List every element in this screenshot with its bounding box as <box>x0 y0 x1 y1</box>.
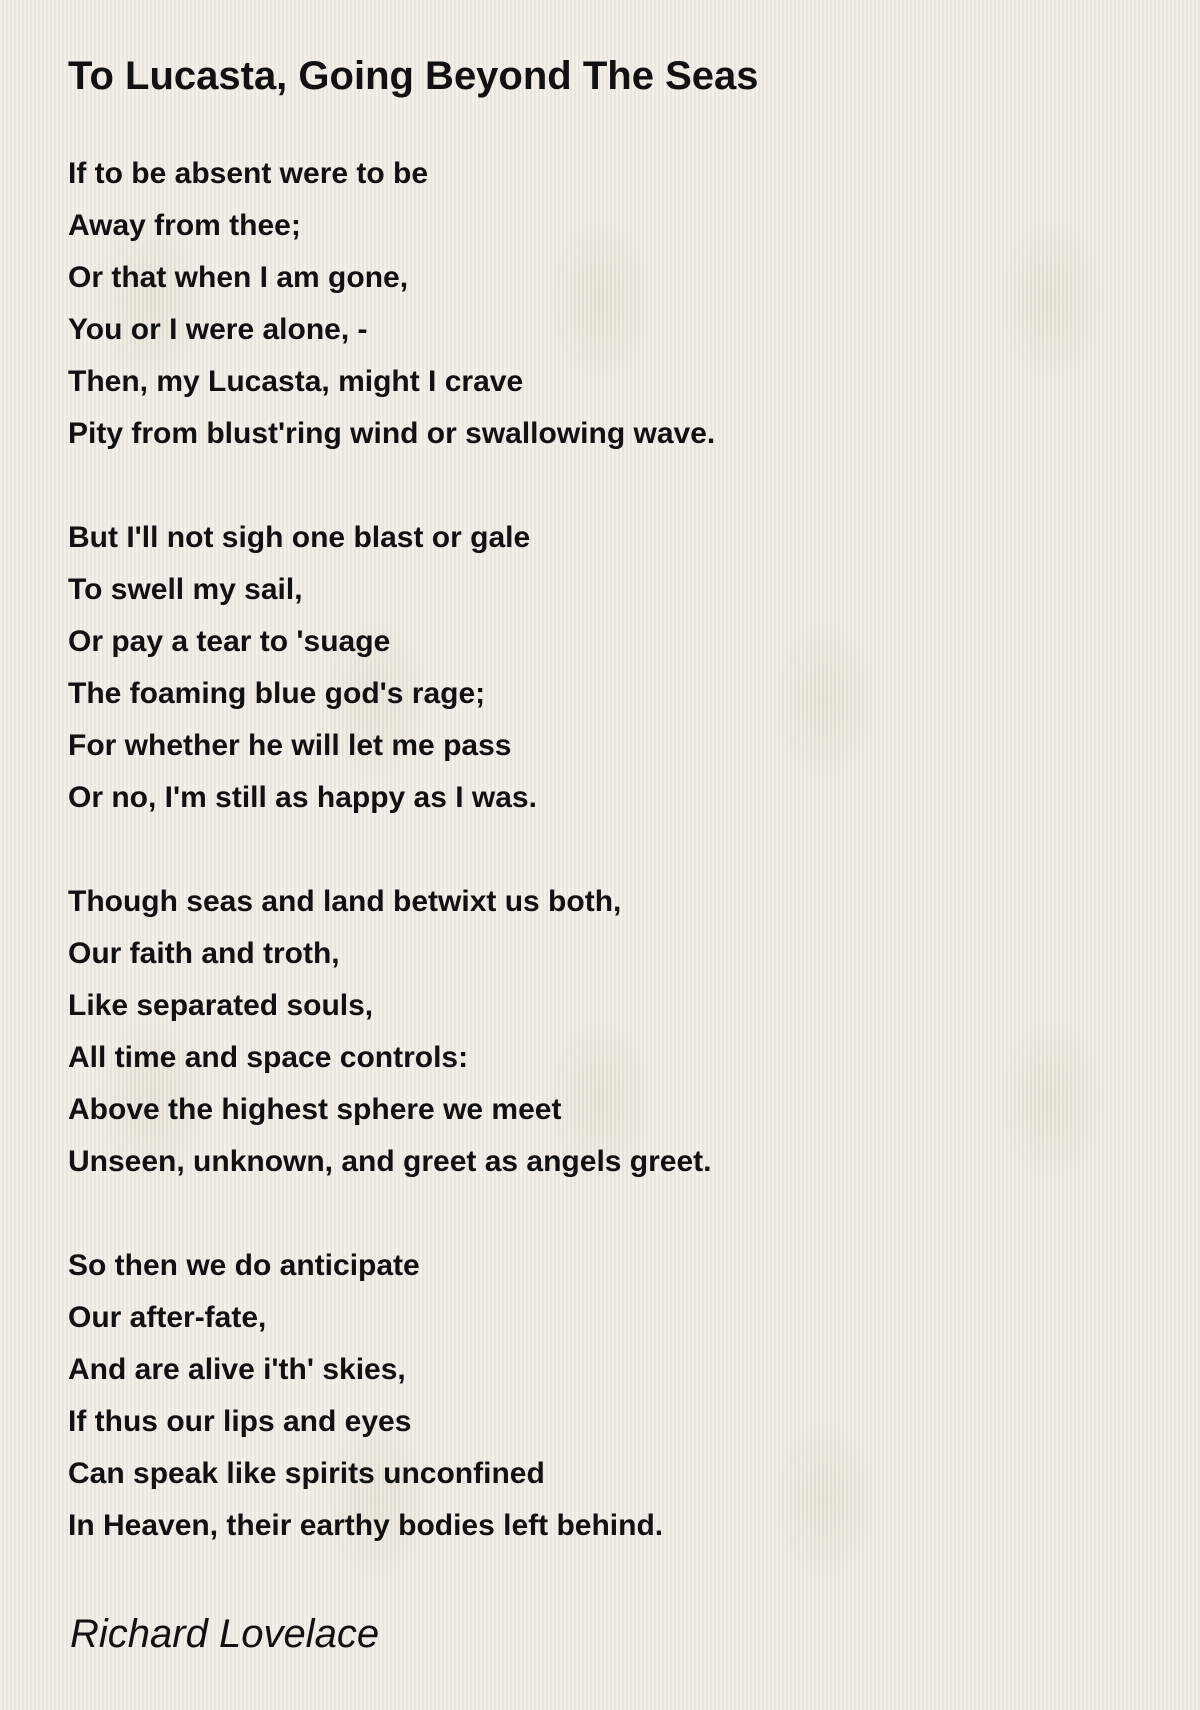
poem-line: The foaming blue god's rage; <box>68 677 486 710</box>
poem-line: Or pay a tear to 'suage <box>68 625 391 658</box>
poem-line: But I'll not sigh one blast or gale <box>68 521 531 554</box>
poem-line: Our faith and troth, <box>68 937 340 970</box>
poem-line: All time and space controls: <box>68 1041 469 1074</box>
poem-line: Pity from blust'ring wind or swallowing wave. <box>68 417 716 450</box>
poem-line: If thus our lips and eyes <box>68 1405 412 1438</box>
poem-line: Can speak like spirits unconfined <box>68 1457 545 1490</box>
stanza-1 <box>68 148 1148 460</box>
poem-line: Like separated souls, <box>68 989 374 1022</box>
poem-line: Unseen, unknown, and greet as angels greet. <box>68 1145 712 1178</box>
poem-line: Then, my Lucasta, might I crave <box>68 365 524 398</box>
poem-line: Though seas and land betwixt us both, <box>68 885 622 918</box>
stanza-4 <box>68 1240 1148 1552</box>
poem-line: To swell my sail, <box>68 573 303 606</box>
poem-line: Our after-fate, <box>68 1301 267 1334</box>
poem-line: Away from thee; <box>68 209 301 242</box>
poem-line: So then we do anticipate <box>68 1249 420 1282</box>
poem-line: Or that when I am gone, <box>68 261 409 294</box>
poem-line: If to be absent were to be <box>68 157 429 190</box>
poem-body <box>68 148 1148 1604</box>
poem-line: And are alive i'th' skies, <box>68 1353 406 1386</box>
poem-author: Richard Lovelace <box>70 1612 380 1656</box>
poem-title: To Lucasta, Going Beyond The Seas <box>68 54 759 98</box>
poem-line: Or no, I'm still as happy as I was. <box>68 781 537 814</box>
poem-line: In Heaven, their earthy bodies left behind. <box>68 1509 664 1542</box>
poem-line: You or I were alone, - <box>68 313 368 346</box>
poem-line: Above the highest sphere we meet <box>68 1093 562 1126</box>
poem-line: For whether he will let me pass <box>68 729 512 762</box>
stanza-3 <box>68 876 1148 1188</box>
stanza-2 <box>68 512 1148 824</box>
